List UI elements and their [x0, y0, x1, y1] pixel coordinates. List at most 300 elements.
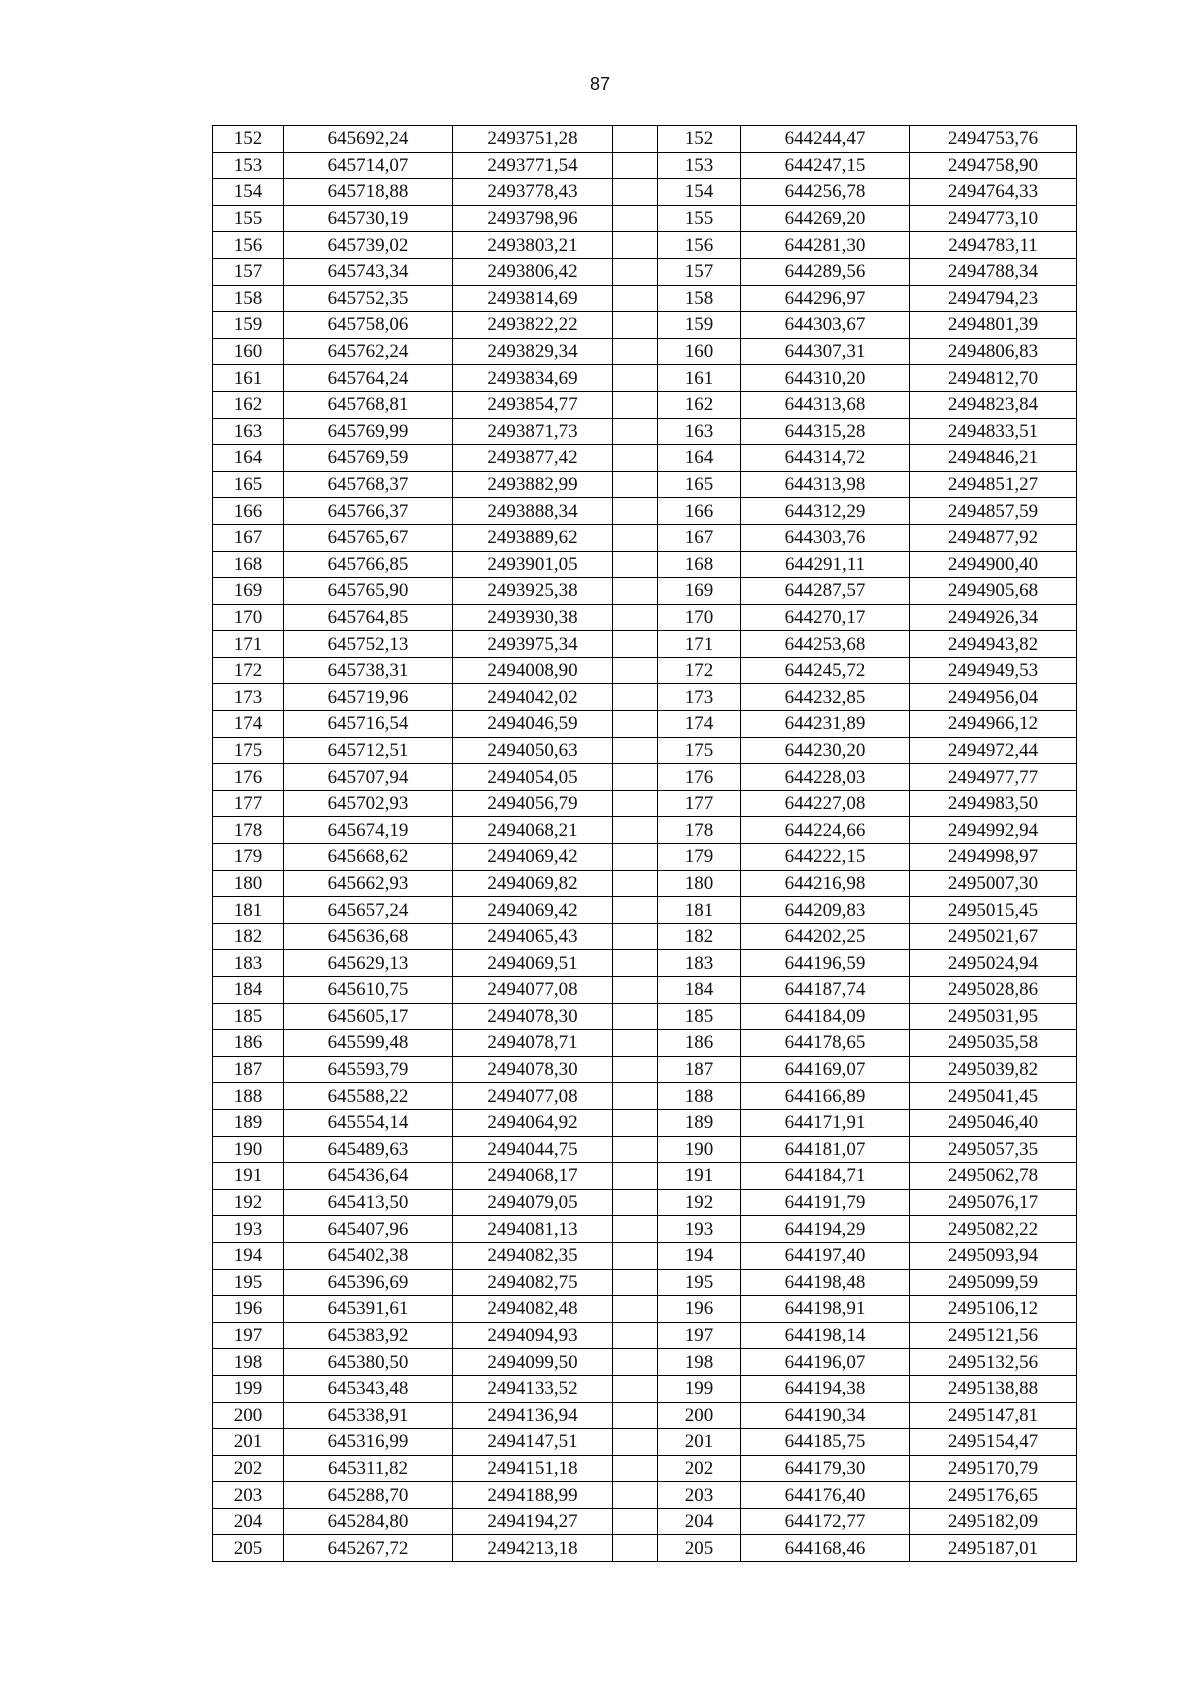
table-cell-y-coordinate-right: 2495106,12 [910, 1296, 1077, 1323]
table-cell-y-coordinate-left: 2494065,43 [453, 923, 613, 950]
table-cell-y-coordinate-left: 2494136,94 [453, 1402, 613, 1429]
table-cell-y-coordinate-right: 2494801,39 [910, 312, 1077, 339]
table-cell-y-coordinate-right: 2495182,09 [910, 1508, 1077, 1535]
table-row [213, 870, 1077, 897]
table-cell-x-coordinate-left: 645716,54 [284, 711, 453, 738]
table-cell-y-coordinate-left: 2494099,50 [453, 1349, 613, 1376]
table-cell-y-coordinate-right: 2495082,22 [910, 1216, 1077, 1243]
table-cell-column-gap [613, 1455, 658, 1482]
table-cell-point-number-left: 170 [213, 604, 284, 631]
table-cell-x-coordinate-right: 644256,78 [741, 179, 910, 206]
table-cell-x-coordinate-right: 644244,47 [741, 126, 910, 153]
table-cell-column-gap [613, 1375, 658, 1402]
table-cell-column-gap [613, 205, 658, 232]
table-cell-column-gap [613, 1242, 658, 1269]
table-cell-point-number-right: 198 [658, 1349, 741, 1376]
table-cell-x-coordinate-left: 645766,37 [284, 498, 453, 525]
table-cell-x-coordinate-right: 644245,72 [741, 657, 910, 684]
table-cell-column-gap [613, 1163, 658, 1190]
table-cell-x-coordinate-left: 645593,79 [284, 1056, 453, 1083]
table-cell-column-gap [613, 391, 658, 418]
table-cell-point-number-right: 192 [658, 1189, 741, 1216]
table-cell-y-coordinate-right: 2495021,67 [910, 923, 1077, 950]
table-cell-point-number-right: 182 [658, 923, 741, 950]
table-cell-y-coordinate-left: 2494077,08 [453, 977, 613, 1004]
table-cell-x-coordinate-right: 644196,07 [741, 1349, 910, 1376]
table-cell-x-coordinate-right: 644168,46 [741, 1535, 910, 1562]
table-cell-y-coordinate-left: 2493751,28 [453, 126, 613, 153]
table-cell-x-coordinate-left: 645413,50 [284, 1189, 453, 1216]
table-cell-y-coordinate-left: 2494008,90 [453, 657, 613, 684]
table-cell-y-coordinate-left: 2494081,13 [453, 1216, 613, 1243]
table-row [213, 524, 1077, 551]
table-cell-y-coordinate-left: 2493882,99 [453, 471, 613, 498]
table-row [213, 205, 1077, 232]
table-cell-y-coordinate-left: 2493834,69 [453, 365, 613, 392]
table-cell-x-coordinate-left: 645769,59 [284, 445, 453, 472]
table-row [213, 152, 1077, 179]
table-row [213, 365, 1077, 392]
table-cell-y-coordinate-left: 2494044,75 [453, 1136, 613, 1163]
table-cell-point-number-right: 189 [658, 1109, 741, 1136]
table-cell-x-coordinate-left: 645719,96 [284, 684, 453, 711]
table-cell-column-gap [613, 684, 658, 711]
table-cell-column-gap [613, 179, 658, 206]
table-cell-point-number-right: 160 [658, 338, 741, 365]
table-cell-x-coordinate-left: 645588,22 [284, 1083, 453, 1110]
table-cell-x-coordinate-left: 645343,48 [284, 1375, 453, 1402]
table-cell-point-number-left: 174 [213, 711, 284, 738]
table-cell-y-coordinate-right: 2494943,82 [910, 631, 1077, 658]
table-cell-y-coordinate-right: 2494783,11 [910, 232, 1077, 259]
table-cell-point-number-left: 179 [213, 844, 284, 871]
table-cell-x-coordinate-left: 645702,93 [284, 790, 453, 817]
table-cell-x-coordinate-left: 645267,72 [284, 1535, 453, 1562]
table-cell-column-gap [613, 1429, 658, 1456]
table-cell-column-gap [613, 631, 658, 658]
table-cell-point-number-left: 166 [213, 498, 284, 525]
table-cell-column-gap [613, 1083, 658, 1110]
table-cell-x-coordinate-right: 644190,34 [741, 1402, 910, 1429]
table-cell-point-number-right: 157 [658, 258, 741, 285]
table-cell-point-number-right: 193 [658, 1216, 741, 1243]
table-row [213, 950, 1077, 977]
table-cell-y-coordinate-right: 2494794,23 [910, 285, 1077, 312]
table-cell-x-coordinate-left: 645407,96 [284, 1216, 453, 1243]
table-row [213, 1136, 1077, 1163]
table-cell-point-number-right: 199 [658, 1375, 741, 1402]
table-row [213, 471, 1077, 498]
table-cell-point-number-left: 185 [213, 1003, 284, 1030]
table-cell-y-coordinate-left: 2494068,17 [453, 1163, 613, 1190]
table-cell-y-coordinate-right: 2495024,94 [910, 950, 1077, 977]
table-cell-x-coordinate-right: 644230,20 [741, 737, 910, 764]
table-cell-y-coordinate-left: 2494069,51 [453, 950, 613, 977]
table-cell-x-coordinate-right: 644228,03 [741, 764, 910, 791]
table-cell-y-coordinate-left: 2493771,54 [453, 152, 613, 179]
table-cell-y-coordinate-left: 2494069,42 [453, 897, 613, 924]
table-cell-y-coordinate-right: 2494758,90 [910, 152, 1077, 179]
table-cell-column-gap [613, 844, 658, 871]
table-row [213, 1242, 1077, 1269]
table-cell-point-number-left: 198 [213, 1349, 284, 1376]
table-row [213, 1216, 1077, 1243]
table-cell-y-coordinate-right: 2495028,86 [910, 977, 1077, 1004]
table-cell-x-coordinate-right: 644198,48 [741, 1269, 910, 1296]
table-row [213, 1030, 1077, 1057]
table-cell-y-coordinate-right: 2495170,79 [910, 1455, 1077, 1482]
table-cell-x-coordinate-left: 645692,24 [284, 126, 453, 153]
table-cell-y-coordinate-left: 2494188,99 [453, 1482, 613, 1509]
table-cell-point-number-right: 173 [658, 684, 741, 711]
table-row [213, 338, 1077, 365]
table-cell-x-coordinate-left: 645380,50 [284, 1349, 453, 1376]
table-cell-x-coordinate-right: 644296,97 [741, 285, 910, 312]
table-cell-x-coordinate-left: 645636,68 [284, 923, 453, 950]
table-row [213, 1375, 1077, 1402]
table-cell-point-number-right: 179 [658, 844, 741, 871]
table-cell-x-coordinate-left: 645288,70 [284, 1482, 453, 1509]
table-cell-column-gap [613, 897, 658, 924]
table-cell-point-number-right: 185 [658, 1003, 741, 1030]
table-cell-y-coordinate-left: 2493854,77 [453, 391, 613, 418]
table-cell-x-coordinate-right: 644194,38 [741, 1375, 910, 1402]
table-cell-y-coordinate-right: 2494983,50 [910, 790, 1077, 817]
table-cell-point-number-right: 178 [658, 817, 741, 844]
table-cell-x-coordinate-right: 644303,67 [741, 312, 910, 339]
table-cell-y-coordinate-left: 2493888,34 [453, 498, 613, 525]
table-cell-column-gap [613, 1296, 658, 1323]
table-cell-y-coordinate-left: 2494064,92 [453, 1109, 613, 1136]
table-cell-x-coordinate-right: 644310,20 [741, 365, 910, 392]
table-cell-x-coordinate-right: 644216,98 [741, 870, 910, 897]
table-row [213, 1429, 1077, 1456]
table-row [213, 1455, 1077, 1482]
table-cell-column-gap [613, 1322, 658, 1349]
table-cell-point-number-left: 188 [213, 1083, 284, 1110]
table-cell-y-coordinate-right: 2494905,68 [910, 578, 1077, 605]
table-cell-x-coordinate-left: 645316,99 [284, 1429, 453, 1456]
table-cell-point-number-left: 169 [213, 578, 284, 605]
table-cell-column-gap [613, 285, 658, 312]
table-cell-column-gap [613, 1216, 658, 1243]
table-cell-point-number-left: 196 [213, 1296, 284, 1323]
table-cell-x-coordinate-right: 644197,40 [741, 1242, 910, 1269]
table-row [213, 977, 1077, 1004]
table-cell-point-number-left: 203 [213, 1482, 284, 1509]
table-cell-point-number-right: 205 [658, 1535, 741, 1562]
table-cell-y-coordinate-left: 2493806,42 [453, 258, 613, 285]
table-cell-x-coordinate-left: 645311,82 [284, 1455, 453, 1482]
table-cell-y-coordinate-right: 2495176,65 [910, 1482, 1077, 1509]
table-cell-point-number-right: 184 [658, 977, 741, 1004]
table-cell-x-coordinate-right: 644307,31 [741, 338, 910, 365]
table-cell-y-coordinate-left: 2494082,48 [453, 1296, 613, 1323]
table-row [213, 711, 1077, 738]
table-cell-y-coordinate-right: 2494846,21 [910, 445, 1077, 472]
table-row [213, 232, 1077, 259]
table-cell-y-coordinate-right: 2494788,34 [910, 258, 1077, 285]
table-cell-point-number-left: 173 [213, 684, 284, 711]
table-cell-y-coordinate-right: 2495093,94 [910, 1242, 1077, 1269]
table-body [213, 126, 1077, 1562]
table-cell-y-coordinate-right: 2495062,78 [910, 1163, 1077, 1190]
table-cell-y-coordinate-left: 2493930,38 [453, 604, 613, 631]
table-cell-x-coordinate-left: 645718,88 [284, 179, 453, 206]
table-cell-x-coordinate-right: 644198,91 [741, 1296, 910, 1323]
table-cell-x-coordinate-right: 644185,75 [741, 1429, 910, 1456]
table-cell-point-number-left: 192 [213, 1189, 284, 1216]
table-cell-x-coordinate-right: 644198,14 [741, 1322, 910, 1349]
table-row [213, 1269, 1077, 1296]
table-cell-point-number-left: 180 [213, 870, 284, 897]
table-cell-x-coordinate-left: 645739,02 [284, 232, 453, 259]
table-cell-x-coordinate-left: 645758,06 [284, 312, 453, 339]
table-cell-y-coordinate-right: 2494998,97 [910, 844, 1077, 871]
table-cell-y-coordinate-right: 2495039,82 [910, 1056, 1077, 1083]
table-row [213, 1003, 1077, 1030]
table-cell-point-number-right: 170 [658, 604, 741, 631]
table-row [213, 1296, 1077, 1323]
table-row [213, 1349, 1077, 1376]
table-cell-point-number-right: 159 [658, 312, 741, 339]
table-cell-point-number-right: 188 [658, 1083, 741, 1110]
table-cell-point-number-left: 204 [213, 1508, 284, 1535]
table-cell-x-coordinate-left: 645738,31 [284, 657, 453, 684]
table-cell-x-coordinate-right: 644312,29 [741, 498, 910, 525]
table-cell-column-gap [613, 764, 658, 791]
table-cell-point-number-left: 177 [213, 790, 284, 817]
table-cell-point-number-left: 159 [213, 312, 284, 339]
table-cell-x-coordinate-right: 644287,57 [741, 578, 910, 605]
table-cell-x-coordinate-right: 644227,08 [741, 790, 910, 817]
table-cell-y-coordinate-left: 2494078,30 [453, 1003, 613, 1030]
table-cell-y-coordinate-left: 2493822,22 [453, 312, 613, 339]
table-cell-x-coordinate-left: 645284,80 [284, 1508, 453, 1535]
table-cell-point-number-right: 175 [658, 737, 741, 764]
table-cell-x-coordinate-left: 645766,85 [284, 551, 453, 578]
table-row [213, 657, 1077, 684]
table-cell-y-coordinate-right: 2495076,17 [910, 1189, 1077, 1216]
table-cell-x-coordinate-left: 645762,24 [284, 338, 453, 365]
table-cell-x-coordinate-left: 645436,64 [284, 1163, 453, 1190]
table-cell-point-number-right: 194 [658, 1242, 741, 1269]
table-cell-x-coordinate-left: 645610,75 [284, 977, 453, 1004]
table-cell-column-gap [613, 950, 658, 977]
table-cell-column-gap [613, 1056, 658, 1083]
table-cell-point-number-left: 195 [213, 1269, 284, 1296]
table-cell-point-number-left: 153 [213, 152, 284, 179]
table-cell-x-coordinate-left: 645764,24 [284, 365, 453, 392]
table-cell-y-coordinate-right: 2494833,51 [910, 418, 1077, 445]
table-cell-y-coordinate-right: 2494823,84 [910, 391, 1077, 418]
table-cell-y-coordinate-left: 2494194,27 [453, 1508, 613, 1535]
table-cell-y-coordinate-right: 2494773,10 [910, 205, 1077, 232]
table-cell-x-coordinate-left: 645391,61 [284, 1296, 453, 1323]
table-cell-y-coordinate-right: 2495046,40 [910, 1109, 1077, 1136]
table-cell-column-gap [613, 657, 658, 684]
table-cell-x-coordinate-left: 645662,93 [284, 870, 453, 897]
table-cell-y-coordinate-right: 2495121,56 [910, 1322, 1077, 1349]
table-cell-point-number-right: 172 [658, 657, 741, 684]
table-cell-y-coordinate-right: 2495147,81 [910, 1402, 1077, 1429]
table-cell-point-number-right: 190 [658, 1136, 741, 1163]
table-cell-x-coordinate-right: 644289,56 [741, 258, 910, 285]
table-cell-column-gap [613, 870, 658, 897]
table-cell-column-gap [613, 737, 658, 764]
table-cell-point-number-right: 200 [658, 1402, 741, 1429]
table-cell-x-coordinate-left: 645489,63 [284, 1136, 453, 1163]
table-cell-y-coordinate-left: 2493798,96 [453, 205, 613, 232]
table-cell-x-coordinate-right: 644291,11 [741, 551, 910, 578]
table-cell-x-coordinate-right: 644184,71 [741, 1163, 910, 1190]
table-cell-x-coordinate-left: 645338,91 [284, 1402, 453, 1429]
table-cell-y-coordinate-left: 2493803,21 [453, 232, 613, 259]
table-cell-point-number-left: 167 [213, 524, 284, 551]
table-cell-column-gap [613, 498, 658, 525]
table-cell-y-coordinate-right: 2494877,92 [910, 524, 1077, 551]
table-row [213, 1189, 1077, 1216]
table-row [213, 1535, 1077, 1562]
table-row [213, 604, 1077, 631]
table-cell-x-coordinate-right: 644303,76 [741, 524, 910, 551]
table-cell-column-gap [613, 1136, 658, 1163]
table-cell-point-number-right: 171 [658, 631, 741, 658]
table-cell-point-number-left: 190 [213, 1136, 284, 1163]
table-cell-x-coordinate-left: 645657,24 [284, 897, 453, 924]
table-cell-y-coordinate-left: 2493814,69 [453, 285, 613, 312]
table-cell-point-number-right: 196 [658, 1296, 741, 1323]
table-cell-point-number-right: 186 [658, 1030, 741, 1057]
table-cell-x-coordinate-left: 645674,19 [284, 817, 453, 844]
table-cell-x-coordinate-left: 645605,17 [284, 1003, 453, 1030]
table-cell-x-coordinate-right: 644171,91 [741, 1109, 910, 1136]
table-row [213, 1109, 1077, 1136]
table-cell-point-number-right: 181 [658, 897, 741, 924]
table-cell-point-number-left: 161 [213, 365, 284, 392]
table-cell-point-number-right: 161 [658, 365, 741, 392]
table-cell-point-number-left: 156 [213, 232, 284, 259]
table-cell-y-coordinate-right: 2495154,47 [910, 1429, 1077, 1456]
table-row [213, 285, 1077, 312]
table-cell-column-gap [613, 711, 658, 738]
table-cell-column-gap [613, 1402, 658, 1429]
table-cell-y-coordinate-right: 2494900,40 [910, 551, 1077, 578]
table-cell-point-number-left: 158 [213, 285, 284, 312]
table-cell-x-coordinate-right: 644269,20 [741, 205, 910, 232]
table-row [213, 631, 1077, 658]
table-cell-point-number-left: 184 [213, 977, 284, 1004]
table-cell-x-coordinate-right: 644209,83 [741, 897, 910, 924]
table-cell-y-coordinate-left: 2494147,51 [453, 1429, 613, 1456]
table-row [213, 897, 1077, 924]
table-cell-point-number-right: 156 [658, 232, 741, 259]
table-cell-point-number-right: 152 [658, 126, 741, 153]
table-cell-column-gap [613, 1109, 658, 1136]
table-cell-x-coordinate-right: 644172,77 [741, 1508, 910, 1535]
table-cell-y-coordinate-right: 2494992,94 [910, 817, 1077, 844]
table-cell-y-coordinate-left: 2494133,52 [453, 1375, 613, 1402]
table-cell-y-coordinate-right: 2495041,45 [910, 1083, 1077, 1110]
table-cell-y-coordinate-left: 2494151,18 [453, 1455, 613, 1482]
table-cell-column-gap [613, 1003, 658, 1030]
table-cell-point-number-right: 183 [658, 950, 741, 977]
table-cell-point-number-left: 183 [213, 950, 284, 977]
table-cell-x-coordinate-left: 645768,37 [284, 471, 453, 498]
table-cell-y-coordinate-left: 2494046,59 [453, 711, 613, 738]
table-cell-column-gap [613, 524, 658, 551]
table-cell-point-number-left: 175 [213, 737, 284, 764]
table-cell-point-number-left: 194 [213, 1242, 284, 1269]
table-cell-point-number-right: 177 [658, 790, 741, 817]
table-cell-x-coordinate-right: 644194,29 [741, 1216, 910, 1243]
table-cell-y-coordinate-left: 2493877,42 [453, 445, 613, 472]
table-cell-y-coordinate-right: 2494857,59 [910, 498, 1077, 525]
table-cell-column-gap [613, 790, 658, 817]
table-cell-y-coordinate-right: 2495007,30 [910, 870, 1077, 897]
table-cell-x-coordinate-right: 644281,30 [741, 232, 910, 259]
table-cell-point-number-right: 174 [658, 711, 741, 738]
table-cell-x-coordinate-left: 645765,90 [284, 578, 453, 605]
table-cell-column-gap [613, 365, 658, 392]
table-cell-column-gap [613, 126, 658, 153]
table-cell-x-coordinate-left: 645768,81 [284, 391, 453, 418]
table-cell-column-gap [613, 923, 658, 950]
table-cell-column-gap [613, 258, 658, 285]
table-cell-x-coordinate-left: 645554,14 [284, 1109, 453, 1136]
table-cell-y-coordinate-right: 2494977,77 [910, 764, 1077, 791]
table-cell-point-number-left: 186 [213, 1030, 284, 1057]
table-cell-y-coordinate-left: 2494069,42 [453, 844, 613, 871]
table-cell-y-coordinate-right: 2494956,04 [910, 684, 1077, 711]
table-row [213, 764, 1077, 791]
table-cell-point-number-left: 171 [213, 631, 284, 658]
table-cell-y-coordinate-left: 2493778,43 [453, 179, 613, 206]
table-cell-column-gap [613, 152, 658, 179]
table-cell-y-coordinate-left: 2493889,62 [453, 524, 613, 551]
table-cell-point-number-left: 160 [213, 338, 284, 365]
table-cell-x-coordinate-left: 645743,34 [284, 258, 453, 285]
table-cell-x-coordinate-right: 644224,66 [741, 817, 910, 844]
table-cell-point-number-left: 189 [213, 1109, 284, 1136]
coordinates-table [212, 125, 1077, 1562]
table-cell-x-coordinate-left: 645764,85 [284, 604, 453, 631]
table-cell-y-coordinate-left: 2493871,73 [453, 418, 613, 445]
table-cell-y-coordinate-left: 2494042,02 [453, 684, 613, 711]
table-cell-column-gap [613, 604, 658, 631]
table-cell-point-number-left: 197 [213, 1322, 284, 1349]
table-cell-point-number-left: 163 [213, 418, 284, 445]
table-cell-point-number-left: 200 [213, 1402, 284, 1429]
table-cell-x-coordinate-right: 644313,68 [741, 391, 910, 418]
table-row [213, 923, 1077, 950]
table-cell-point-number-right: 191 [658, 1163, 741, 1190]
table-cell-y-coordinate-left: 2494069,82 [453, 870, 613, 897]
table-cell-x-coordinate-left: 645629,13 [284, 950, 453, 977]
table-row [213, 684, 1077, 711]
table-cell-point-number-right: 203 [658, 1482, 741, 1509]
table-cell-x-coordinate-left: 645752,35 [284, 285, 453, 312]
table-cell-y-coordinate-left: 2494078,71 [453, 1030, 613, 1057]
table-cell-point-number-left: 152 [213, 126, 284, 153]
table-cell-point-number-right: 168 [658, 551, 741, 578]
table-cell-column-gap [613, 338, 658, 365]
table-row [213, 498, 1077, 525]
table-row [213, 817, 1077, 844]
table-cell-point-number-right: 166 [658, 498, 741, 525]
table-cell-y-coordinate-right: 2495035,58 [910, 1030, 1077, 1057]
table-cell-y-coordinate-left: 2494050,63 [453, 737, 613, 764]
